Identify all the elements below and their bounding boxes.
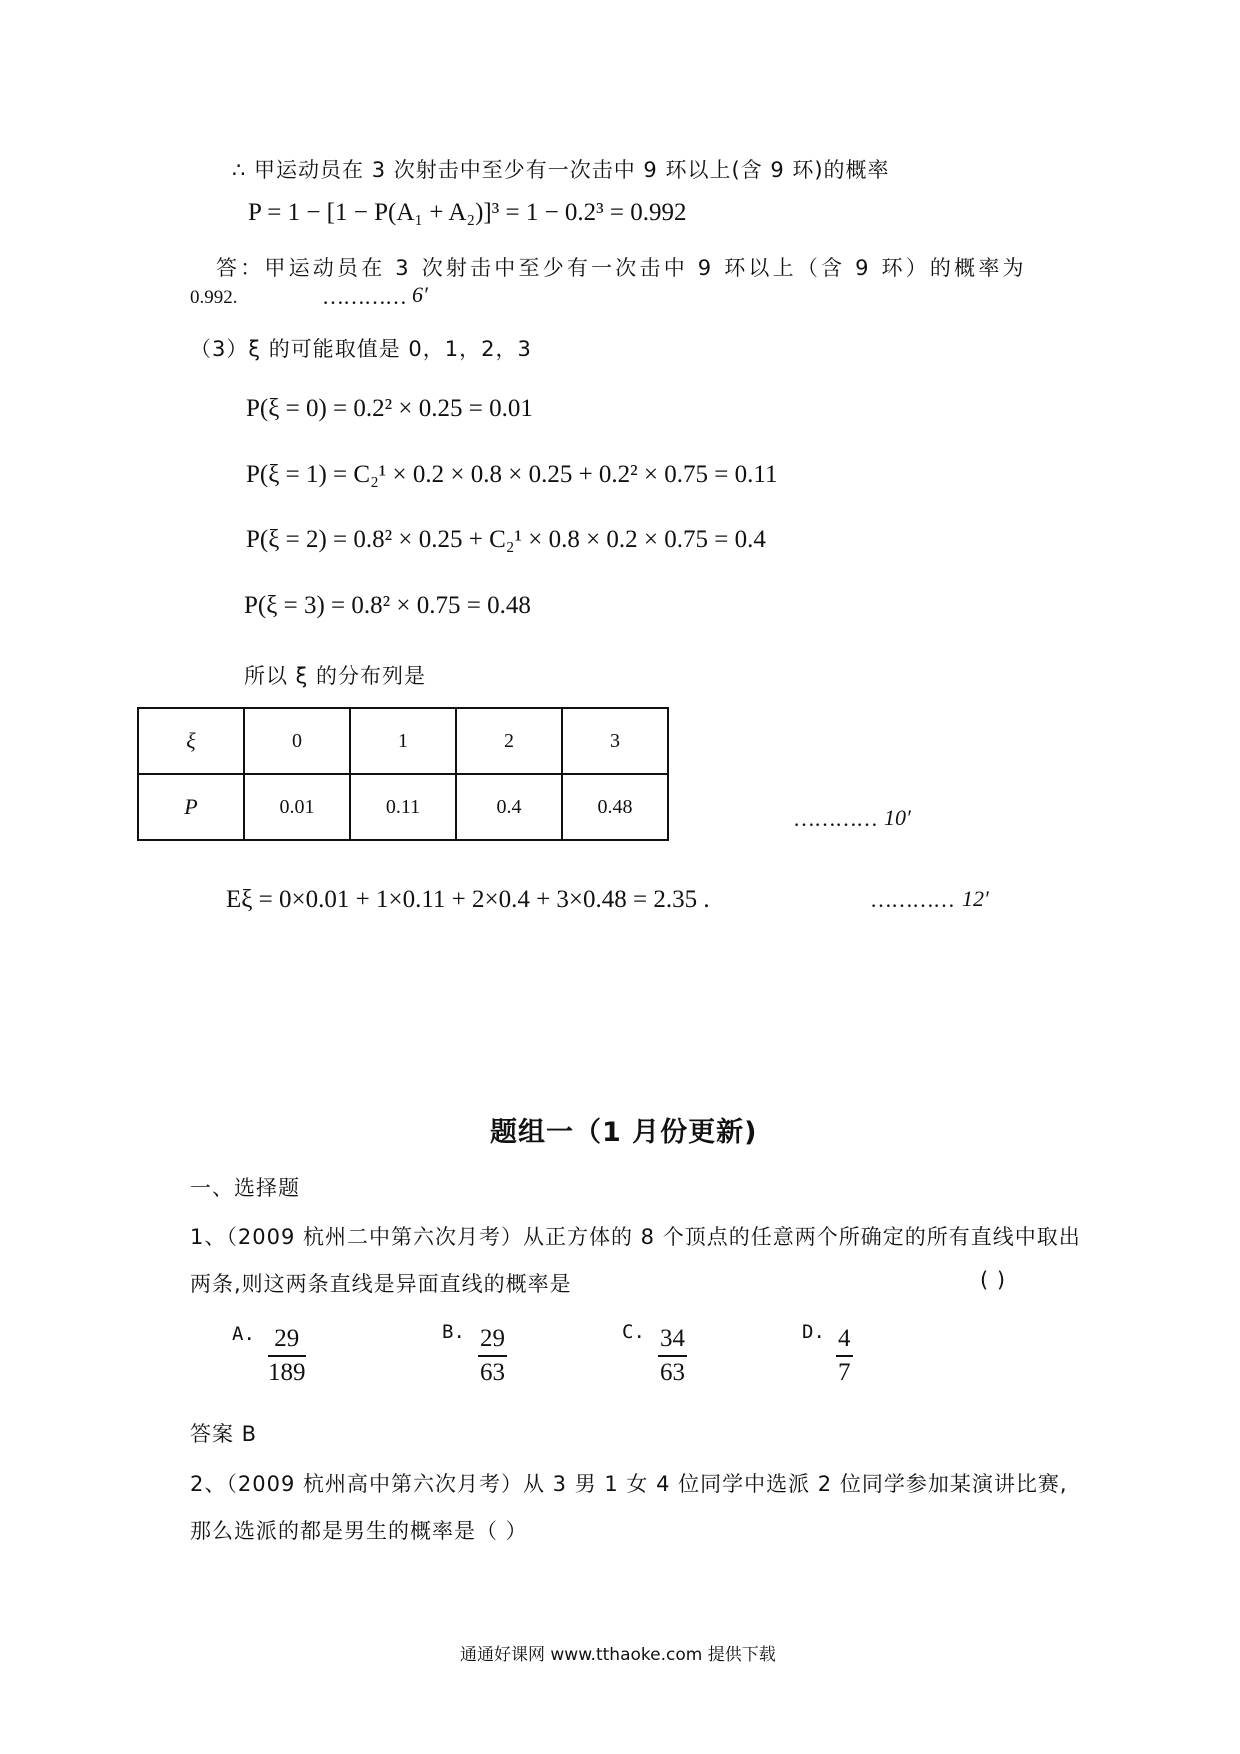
fraction-numerator: 29 (478, 1325, 507, 1357)
option-b-label: B. (442, 1321, 465, 1343)
table-cell: 0.11 (350, 774, 456, 840)
answer-bracket: ( ) (980, 1268, 1007, 1292)
table-row (138, 774, 668, 840)
equation-xi-0: P(ξ = 0) = 0.2² × 0.25 = 0.01 (246, 395, 533, 422)
equation-xi-1: P(ξ = 1) = C₂¹ × 0.2 × 0.8 × 0.25 + 0.2² × 0.75 = 0.11 (246, 461, 778, 488)
table-cell: 0 (244, 708, 350, 774)
fraction-denominator: 7 (838, 1359, 851, 1386)
fraction-denominator: 63 (480, 1359, 505, 1386)
question-1-text: 1、（2009 杭州二中第六次月考）从正方体的 8 个顶点的任意两个所确定的所有直线中取出 (190, 1225, 1081, 1249)
option-d-label: D. (802, 1321, 825, 1343)
equation-xi-2: P(ξ = 2) = 0.8² × 0.25 + C₂¹ × 0.8 × 0.2 × 0.75 = 0.4 (246, 526, 766, 553)
fraction-denominator: 189 (268, 1359, 306, 1386)
probability-formula: P = 1 − [1 − P(A₁ + A₂)]³ = 1 − 0.2³ = 0.992 (248, 199, 687, 226)
distribution-table (137, 707, 669, 841)
question-1-answer: 答案 B (190, 1422, 258, 1446)
fraction-denominator: 63 (660, 1359, 685, 1386)
option-d-fraction (836, 1325, 853, 1387)
table-cell: 0.01 (244, 774, 350, 840)
table-cell: P (138, 774, 244, 840)
answer-statement: 答：甲运动员在 3 次射击中至少有一次击中 9 环以上（含 9 环）的概率为 (216, 256, 1027, 280)
expectation-formula: Eξ = 0×0.01 + 1×0.11 + 2×0.4 + 3×0.48 = 2.35 . (226, 886, 710, 913)
table-row (138, 708, 668, 774)
score-mark: 10′ (884, 805, 911, 830)
score-dots: ………… (793, 806, 877, 831)
fraction-numerator: 34 (658, 1325, 687, 1357)
table-cell: 0.48 (562, 774, 668, 840)
section-title: 题组一（1 月份更新) (490, 1117, 758, 1148)
equation-xi-3: P(ξ = 3) = 0.8² × 0.75 = 0.48 (244, 592, 531, 619)
option-a-label: A. (232, 1323, 255, 1345)
table-cell: 2 (456, 708, 562, 774)
option-a-fraction (268, 1325, 306, 1387)
option-b-fraction (478, 1325, 507, 1387)
score-mark: 6′ (412, 282, 428, 307)
part3-intro: （3）ξ 的可能取值是 0，1，2，3 (190, 337, 532, 361)
table-cell: ξ (138, 708, 244, 774)
table-cell: 0.4 (456, 774, 562, 840)
question-1-text-cont: 两条,则这两条直线是异面直线的概率是 (190, 1272, 572, 1296)
section-subtitle: 一、选择题 (190, 1176, 300, 1200)
table-cell: 3 (562, 708, 668, 774)
distribution-intro: 所以 ξ 的分布列是 (244, 664, 427, 688)
table-cell: 1 (350, 708, 456, 774)
question-2-text: 2、（2009 杭州高中第六次月考）从 3 男 1 女 4 位同学中选派 2 位同学参加某演讲比赛, (190, 1472, 1068, 1496)
fraction-numerator: 29 (268, 1325, 306, 1357)
fraction-numerator: 4 (836, 1325, 853, 1357)
score-dots: ………… (870, 887, 954, 912)
page-footer: 通通好课网 www.tthaoke.com 提供下载 (460, 1645, 776, 1665)
therefore-statement: ∴ 甲运动员在 3 次射击中至少有一次击中 9 环以上(含 9 环)的概率 (232, 158, 890, 182)
score-mark: 12′ (962, 886, 989, 911)
score-dots: ………… (322, 284, 406, 309)
question-2-text-cont: 那么选派的都是男生的概率是（ ） (190, 1519, 528, 1543)
option-c-fraction (658, 1325, 687, 1387)
option-c-label: C. (622, 1321, 645, 1343)
answer-value: 0.992. (190, 287, 238, 308)
